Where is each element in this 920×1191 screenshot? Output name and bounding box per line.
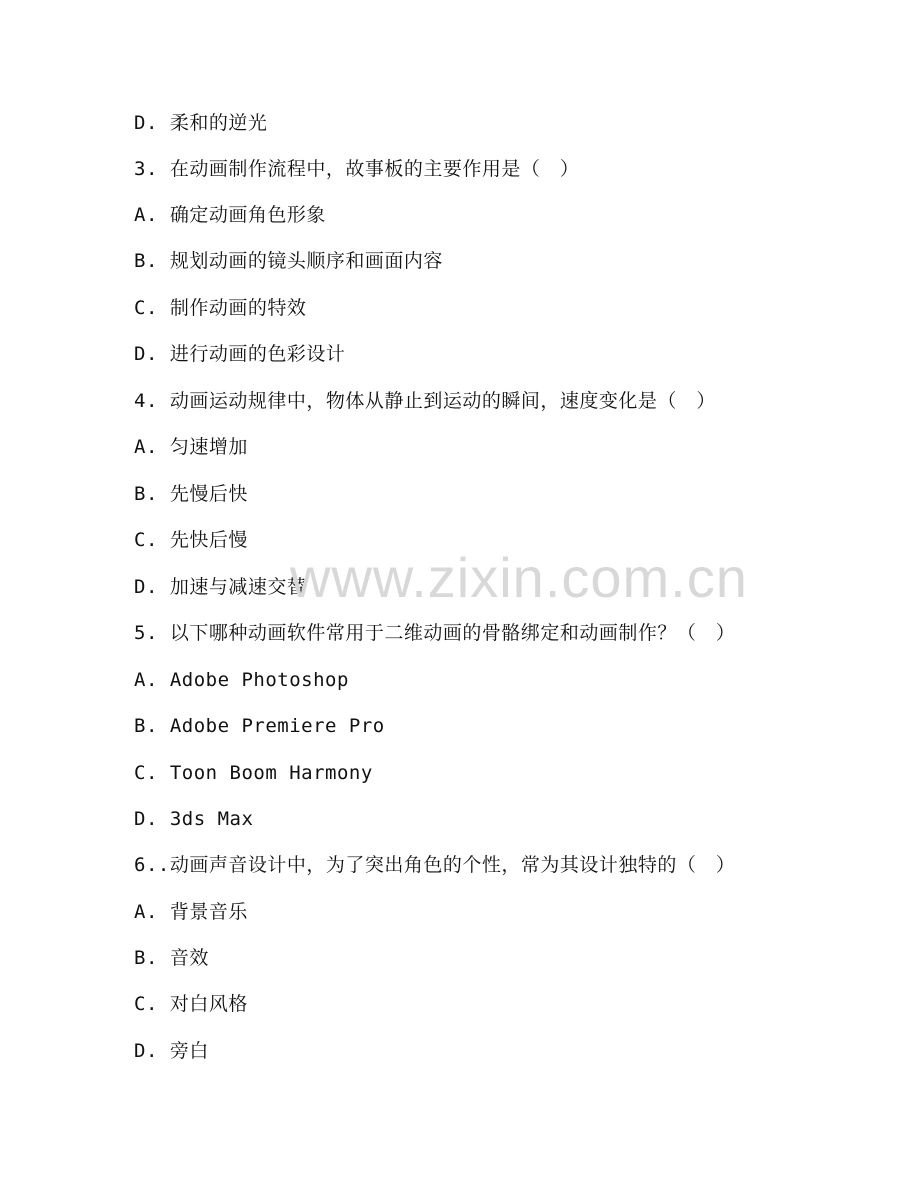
question-line: 6..动画声音设计中，为了突出角色的个性，常为其设计独特的（ ） <box>134 854 736 876</box>
option-line: D. 旁白 <box>134 1040 209 1062</box>
watermark: www.zixin.com.cn <box>290 546 748 609</box>
question-line: 5. 以下哪种动画软件常用于二维动画的骨骼绑定和动画制作？（ ） <box>134 622 736 644</box>
question-line: 3. 在动画制作流程中，故事板的主要作用是（ ） <box>134 158 580 180</box>
option-line: B. Adobe Premiere Pro <box>134 715 385 737</box>
question-line: 4. 动画运动规律中，物体从静止到运动的瞬间，速度变化是（ ） <box>134 390 716 412</box>
option-line: A. 确定动画角色形象 <box>134 204 326 226</box>
option-line: D. 进行动画的色彩设计 <box>134 343 346 365</box>
option-line: D. 3ds Max <box>134 808 254 830</box>
option-line: A. 匀速增加 <box>134 436 248 458</box>
option-line: A. Adobe Photoshop <box>134 669 349 691</box>
option-line: C. 对白风格 <box>134 993 248 1015</box>
option-line: C. Toon Boom Harmony <box>134 762 373 784</box>
option-line: D. 柔和的逆光 <box>134 112 268 134</box>
option-line: D. 加速与减速交替 <box>134 576 307 598</box>
option-line: B. 音效 <box>134 947 209 969</box>
option-line: C. 制作动画的特效 <box>134 297 307 319</box>
option-line: C. 先快后慢 <box>134 529 248 551</box>
option-line: B. 先慢后快 <box>134 483 248 505</box>
option-line: A. 背景音乐 <box>134 901 248 923</box>
option-line: B. 规划动画的镜头顺序和画面内容 <box>134 250 443 272</box>
